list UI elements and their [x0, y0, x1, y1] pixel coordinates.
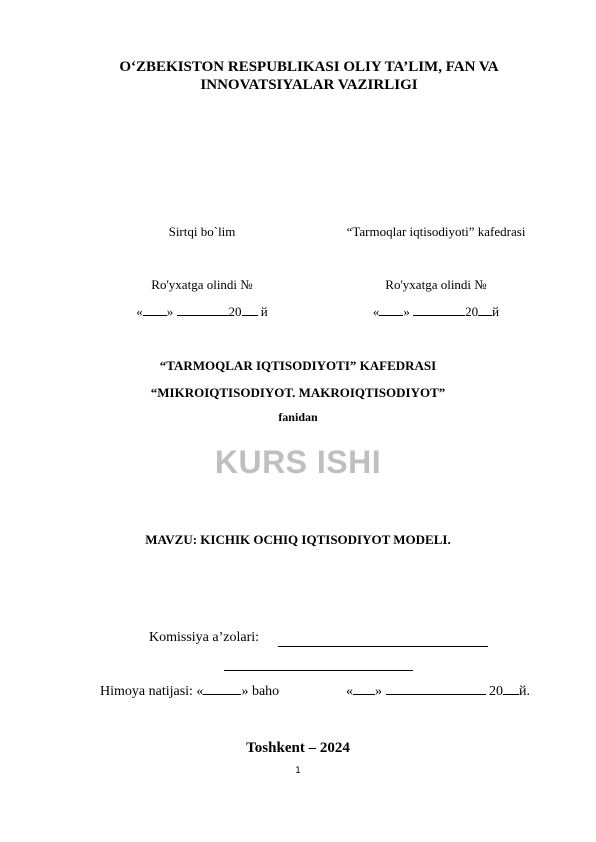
- commission-signature-line-1: [278, 646, 488, 647]
- right-registered: Ro'yxatga olindi №: [385, 277, 487, 292]
- subject-title: “MIKROIQTISODIYOT. MAKROIQTISODIYOT”: [150, 385, 446, 400]
- defense-year: 20: [489, 684, 503, 699]
- topic: MAVZU: KICHIK OCHIQ IQTISODIYOT MODELI.: [145, 532, 451, 547]
- right-day-blank: [379, 305, 403, 316]
- right-department: “Tarmoqlar iqtisodiyoti” kafedrasi: [346, 224, 526, 239]
- defense-date: [346, 684, 530, 700]
- left-date-mid: »: [166, 304, 174, 319]
- defense-label: Himoya natijasi: «: [100, 684, 204, 699]
- page-number: 1: [295, 766, 301, 776]
- kafedra-title: “TARMOQLAR IQTISODIYOTI” KAFEDRASI: [159, 358, 437, 373]
- right-date-mid: »: [403, 304, 410, 319]
- left-month-blank: [177, 305, 229, 316]
- right-date-suffix: й: [492, 304, 500, 319]
- defense-baho: » baho: [241, 684, 280, 699]
- left-date-suffix: й: [260, 304, 268, 319]
- defense-grade-blank: [203, 684, 241, 695]
- ministry-line-2: INNOVATSIYALAR VAZIRLIGI: [200, 77, 418, 93]
- defense-year-blank: [503, 684, 519, 695]
- kurs-ishi-title: KURS ISHI: [214, 444, 382, 480]
- ministry-line-1: O‘ZBEKISTON RESPUBLIKASI OLIY TA’LIM, FAN VA: [119, 59, 499, 75]
- left-year-blank: [242, 305, 258, 316]
- left-date-year: 20: [228, 304, 242, 319]
- right-date-open: «: [372, 304, 380, 319]
- right-year-blank: [478, 305, 492, 316]
- commission-label: Komissiya a’zolari:: [149, 630, 260, 645]
- right-month-blank: [413, 305, 465, 316]
- left-day-blank: [143, 305, 167, 316]
- left-date-open: «: [136, 304, 143, 319]
- defense-date-close: »: [375, 684, 382, 699]
- defense-result: [100, 684, 279, 700]
- commission-signature-line-2: [224, 670, 413, 671]
- defense-day-blank: [353, 684, 375, 695]
- right-date-year: 20: [465, 304, 479, 319]
- left-department: Sirtqi bo`lim: [168, 224, 236, 239]
- right-date-line: [316, 304, 556, 320]
- fanidan-label: fanidan: [278, 410, 318, 424]
- left-date-line: [82, 304, 322, 320]
- city-year: Toshkent – 2024: [246, 740, 350, 756]
- left-registered: Ro'yxatga olindi №: [151, 277, 253, 292]
- defense-suffix: й.: [519, 684, 530, 699]
- defense-month-blank: [386, 684, 486, 695]
- defense-date-open: «: [346, 684, 353, 699]
- ministry-header: [0, 58, 596, 94]
